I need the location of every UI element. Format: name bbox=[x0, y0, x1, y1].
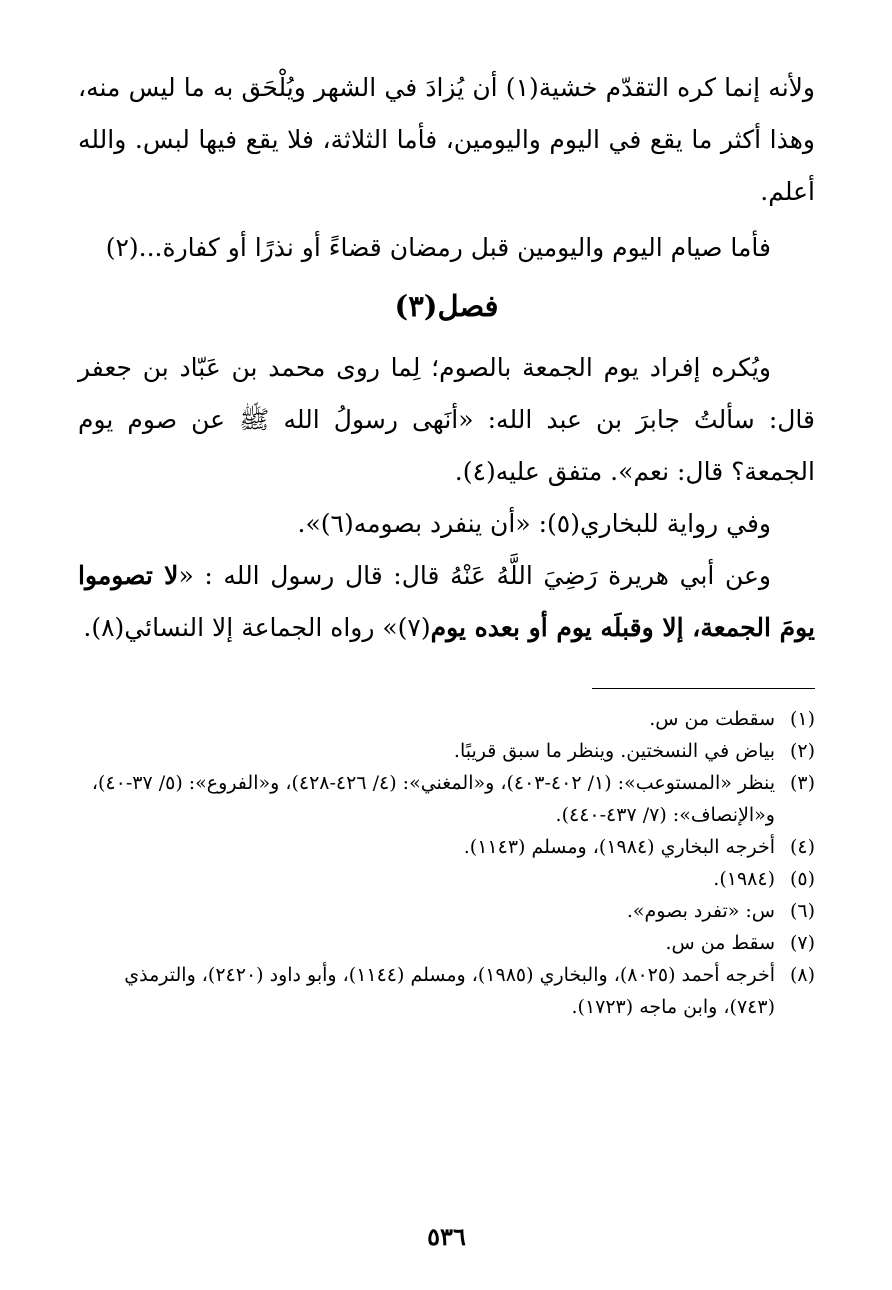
footnote-item bbox=[78, 767, 815, 831]
page-number: ٥٣٦ bbox=[427, 1222, 466, 1251]
footnote-number: (٧) bbox=[789, 932, 815, 954]
footnote-number: (٤) bbox=[789, 836, 815, 858]
footnote-text: سقطت من س. bbox=[649, 708, 775, 730]
paragraph-5 bbox=[78, 550, 815, 654]
book-page bbox=[78, 62, 815, 1252]
footnote-text: أخرجه أحمد (٨٠٢٥)، والبخاري (١٩٨٥)، ومسلم (١١٤٤)، وأبو داود (٢٤٢٠)، والترمذي (٧٤٣)، وابن ماجه (١٧٢٣). bbox=[124, 964, 775, 1018]
footnote-item bbox=[78, 831, 815, 863]
footnote-text: بياض في النسختين. وينظر ما سبق قريبًا. bbox=[453, 740, 775, 762]
paragraph-2: فأما صيام اليوم واليومين قبل رمضان قضاءً أو نذرًا أو كفارة...(٢) bbox=[105, 233, 771, 262]
footnote-item bbox=[78, 703, 815, 735]
footnotes bbox=[78, 703, 815, 1023]
footnote-item bbox=[78, 895, 815, 927]
footnote-number: (٦) bbox=[789, 900, 815, 922]
footnote-number: (٣) bbox=[789, 772, 815, 794]
footnote-item bbox=[78, 927, 815, 959]
paragraph-5-end: (٧)» رواه الجماعة إلا النسائي(٨). bbox=[83, 613, 431, 642]
section-heading: فصل(٣) bbox=[394, 289, 499, 323]
footnote-text: ينظر «المستوعب»: (١/ ٤٠٢-٤٠٣)، و«المغني»: (٤/ ٤٢٦-٤٢٨)، و«الفروع»: (٥/ ٣٧-٤٠)، و«الإنصاف»: (٧/ ٤٣٧-٤٤٠). bbox=[91, 772, 775, 826]
footnote-item bbox=[78, 863, 815, 895]
footnote-number: (١) bbox=[789, 708, 815, 730]
footnote-item bbox=[78, 959, 815, 1023]
footnote-number: (٥) bbox=[789, 868, 815, 890]
footnote-text: سقط من س. bbox=[665, 932, 775, 954]
footnote-text: (١٩٨٤). bbox=[713, 868, 775, 890]
footnote-number: (٨) bbox=[789, 964, 815, 986]
footnote-separator bbox=[592, 688, 815, 689]
footnote-text: س: «تفرد بصوم». bbox=[626, 900, 775, 922]
paragraph-4: وفي رواية للبخاري(٥): «أن ينفرد بصومه(٦)». bbox=[297, 509, 771, 538]
hadith-quote: لا تصوموا يومَ الجمعة، إلا وقبلَه يوم أو بعده يوم bbox=[78, 561, 815, 642]
footnote-item bbox=[78, 735, 815, 767]
paragraph-5-start: وعن أبي هريرة رَضِيَ اللَّهُ عَنْهُ قال: قال رسول الله : « bbox=[178, 561, 771, 590]
paragraph-1: ولأنه إنما كره التقدّم خشية(١) أن يُزادَ في الشهر ويُلْحَق به ما ليس منه، وهذا أكثر ما يقع في اليوم واليومين، فأما الثلاثة، فلا يقع فيها لبس. والله أعلم. bbox=[78, 73, 815, 206]
footnote-text: أخرجه البخاري (١٩٨٤)، ومسلم (١١٤٣). bbox=[463, 836, 775, 858]
paragraph-3: ويُكره إفراد يوم الجمعة بالصوم؛ لِما روى محمد بن عَبّاد بن جعفر قال: سألتُ جابرَ بن عبد الله: «أنَهى رسولُ الله ﷺ عن صوم يوم الجمعة؟ قال: نعم». متفق عليه(٤). bbox=[78, 353, 815, 486]
footnote-number: (٢) bbox=[789, 740, 815, 762]
